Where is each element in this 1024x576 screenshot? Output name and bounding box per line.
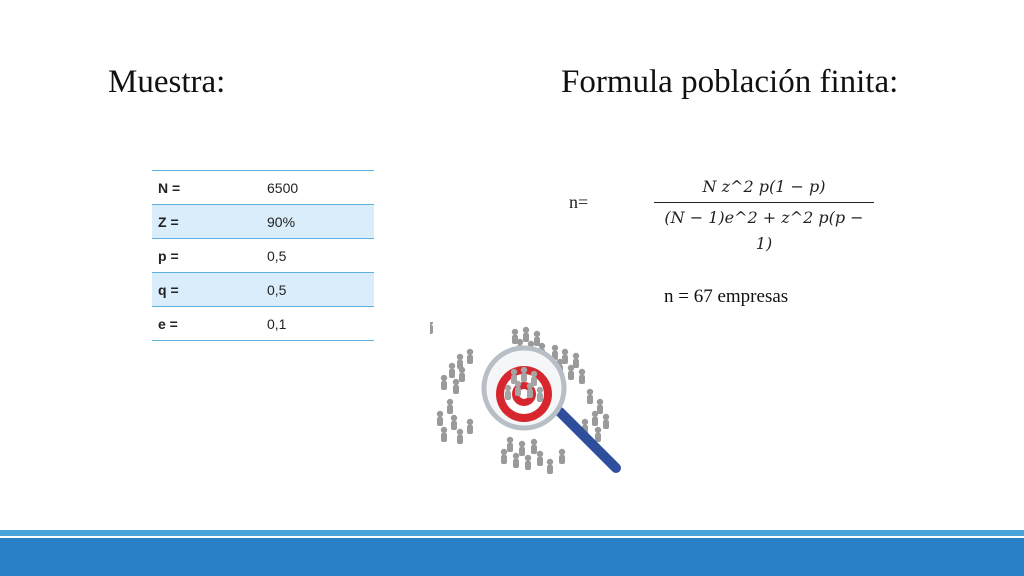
param-key: q = — [152, 273, 261, 307]
fraction-bar — [654, 202, 874, 203]
result-text: n = 67 empresas — [664, 286, 789, 307]
title-muestra: Muestra: — [108, 64, 226, 100]
param-key: e = — [152, 307, 261, 341]
param-value: 6500 — [261, 171, 374, 205]
formula-numerator: N z^2 p(1 − p) — [702, 177, 826, 196]
formula-lhs: n= — [569, 192, 589, 212]
parameters-table — [152, 170, 374, 341]
table-row — [152, 307, 374, 341]
param-key: N = — [152, 171, 261, 205]
formula-denominator: (N − 1)e^2 + z^2 p(p − 1) — [664, 208, 864, 253]
param-value: 0,5 — [261, 239, 374, 273]
param-key: Z = — [152, 205, 261, 239]
footer-accent-bar — [0, 530, 1024, 536]
formula-fraction — [654, 174, 874, 253]
table-row — [152, 273, 374, 307]
footer-bar — [0, 538, 1024, 576]
table-row — [152, 239, 374, 273]
table-row — [152, 205, 374, 239]
title-formula: Formula población finita: — [561, 64, 899, 100]
param-value: 0,1 — [261, 307, 374, 341]
param-value: 0,5 — [261, 273, 374, 307]
param-value: 90% — [261, 205, 374, 239]
magnifier-crowd-target-icon — [430, 322, 630, 482]
table-row — [152, 171, 374, 205]
param-key: p = — [152, 239, 261, 273]
